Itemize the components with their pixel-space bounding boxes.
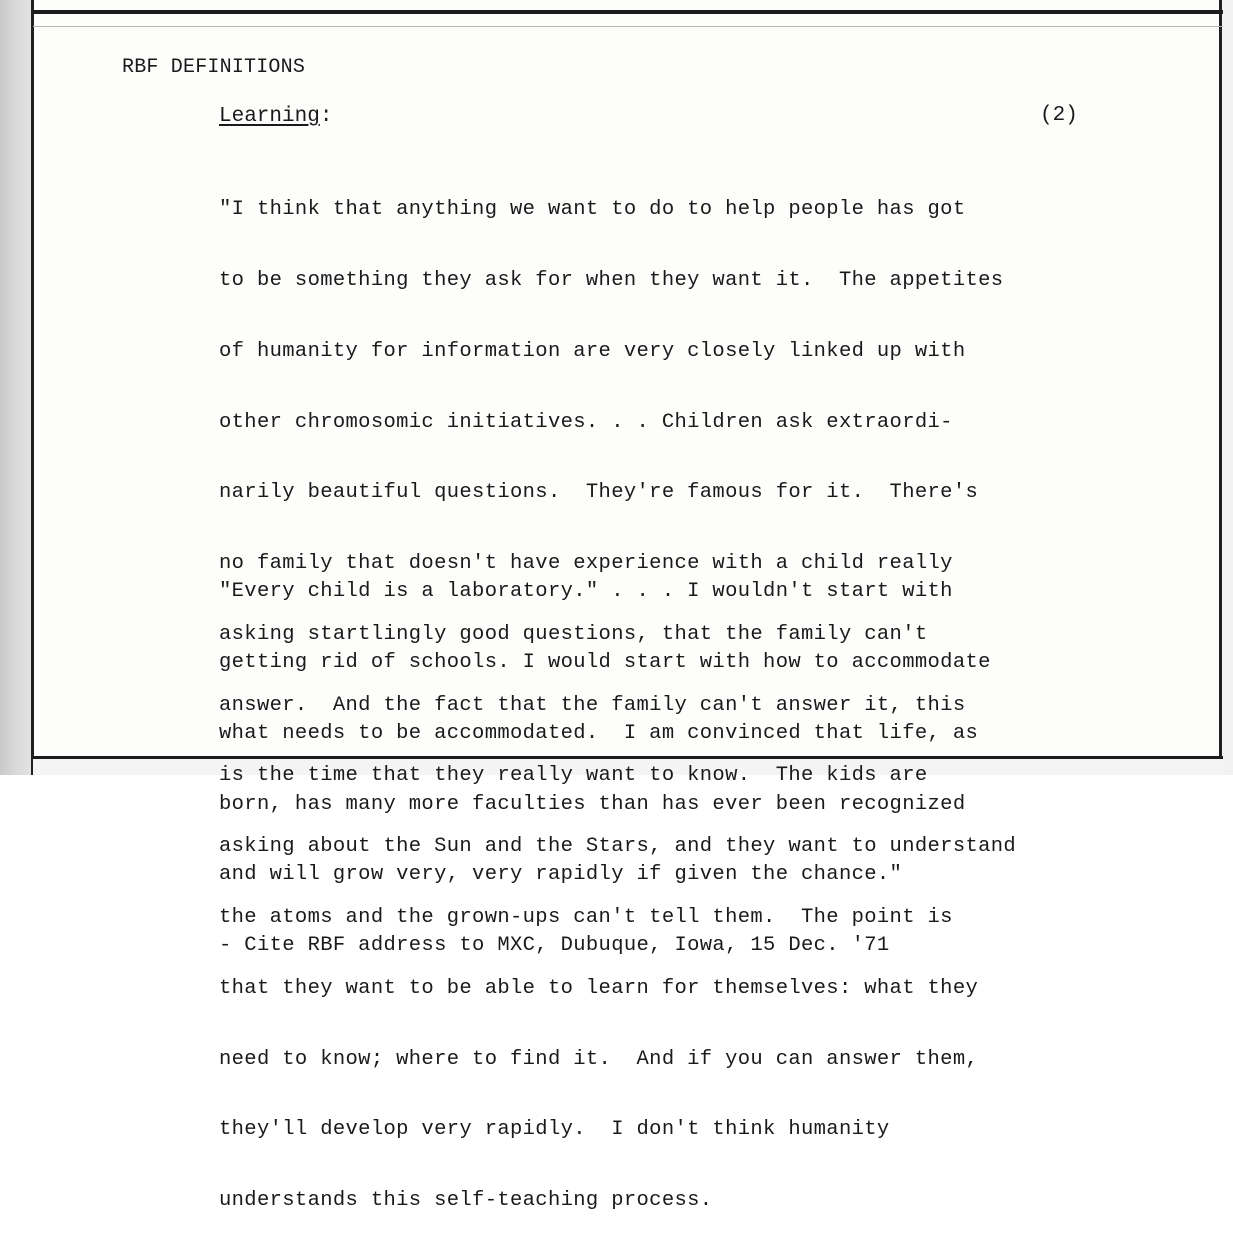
quote-line: is the time that they really want to know. The kids are	[219, 764, 928, 788]
quote-line: they'll develop very rapidly. I don't think humanity	[219, 1118, 890, 1142]
section-heading-word: Learning	[219, 105, 320, 128]
card-top-edge	[33, 26, 1223, 27]
quote-line: "I think that anything we want to do to help people has got	[219, 198, 966, 222]
quote-line: asking about the Sun and the Stars, and they want to understand	[219, 835, 1017, 859]
citation-line: - Cite RBF address to MXC, Dubuque, Iowa, 15 Dec. '71	[219, 934, 890, 958]
section-heading	[219, 105, 332, 128]
quote-line: the atoms and the grown-ups can't tell them. The point is	[219, 906, 953, 929]
quote-line: of humanity for information are very closely linked up with	[219, 339, 966, 363]
quote-line: other chromosomic initiatives. . . Children ask extraordi-	[219, 410, 953, 434]
quote-line: and will grow very, very rapidly if given the chance."	[219, 863, 903, 887]
quote-line: answer. And the fact that the family can't answer it, this	[219, 693, 966, 717]
quote-line: getting rid of schools. I would start with how to accommodate	[219, 650, 991, 674]
quote-line: need to know; where to find it. And if you can answer them,	[219, 1047, 979, 1071]
quote-line: asking startlingly good questions, that the family can't	[219, 622, 928, 646]
card-top-border	[33, 10, 1223, 14]
quote-line: no family that doesn't have experience with a child really	[219, 552, 953, 576]
card-right-border	[1219, 0, 1222, 775]
quote-line: born, has many more faculties than has ever been recognized	[219, 792, 966, 816]
scan-right-margin	[1222, 0, 1233, 775]
quote-line: to be something they ask for when they want it. The appetites	[219, 268, 1004, 292]
quote-line: narily beautiful questions. They're famous for it. There's	[219, 481, 979, 505]
card-left-border	[31, 0, 34, 775]
quote-line: that they want to be able to learn for themselves: what they	[219, 976, 979, 1000]
quote-paragraph-2	[219, 533, 991, 1005]
quote-line: understands this self-teaching process.	[219, 1189, 713, 1213]
scan-left-margin	[0, 0, 33, 775]
section-heading-colon: :	[319, 105, 333, 128]
quote-line: what needs to be accommodated. I am convinced that life, as	[219, 721, 979, 745]
quote-line: "Every child is a laboratory." . . . I wouldn't start with	[219, 580, 953, 604]
document-title: RBF DEFINITIONS	[122, 56, 306, 79]
page-number: (2)	[1040, 104, 1078, 127]
